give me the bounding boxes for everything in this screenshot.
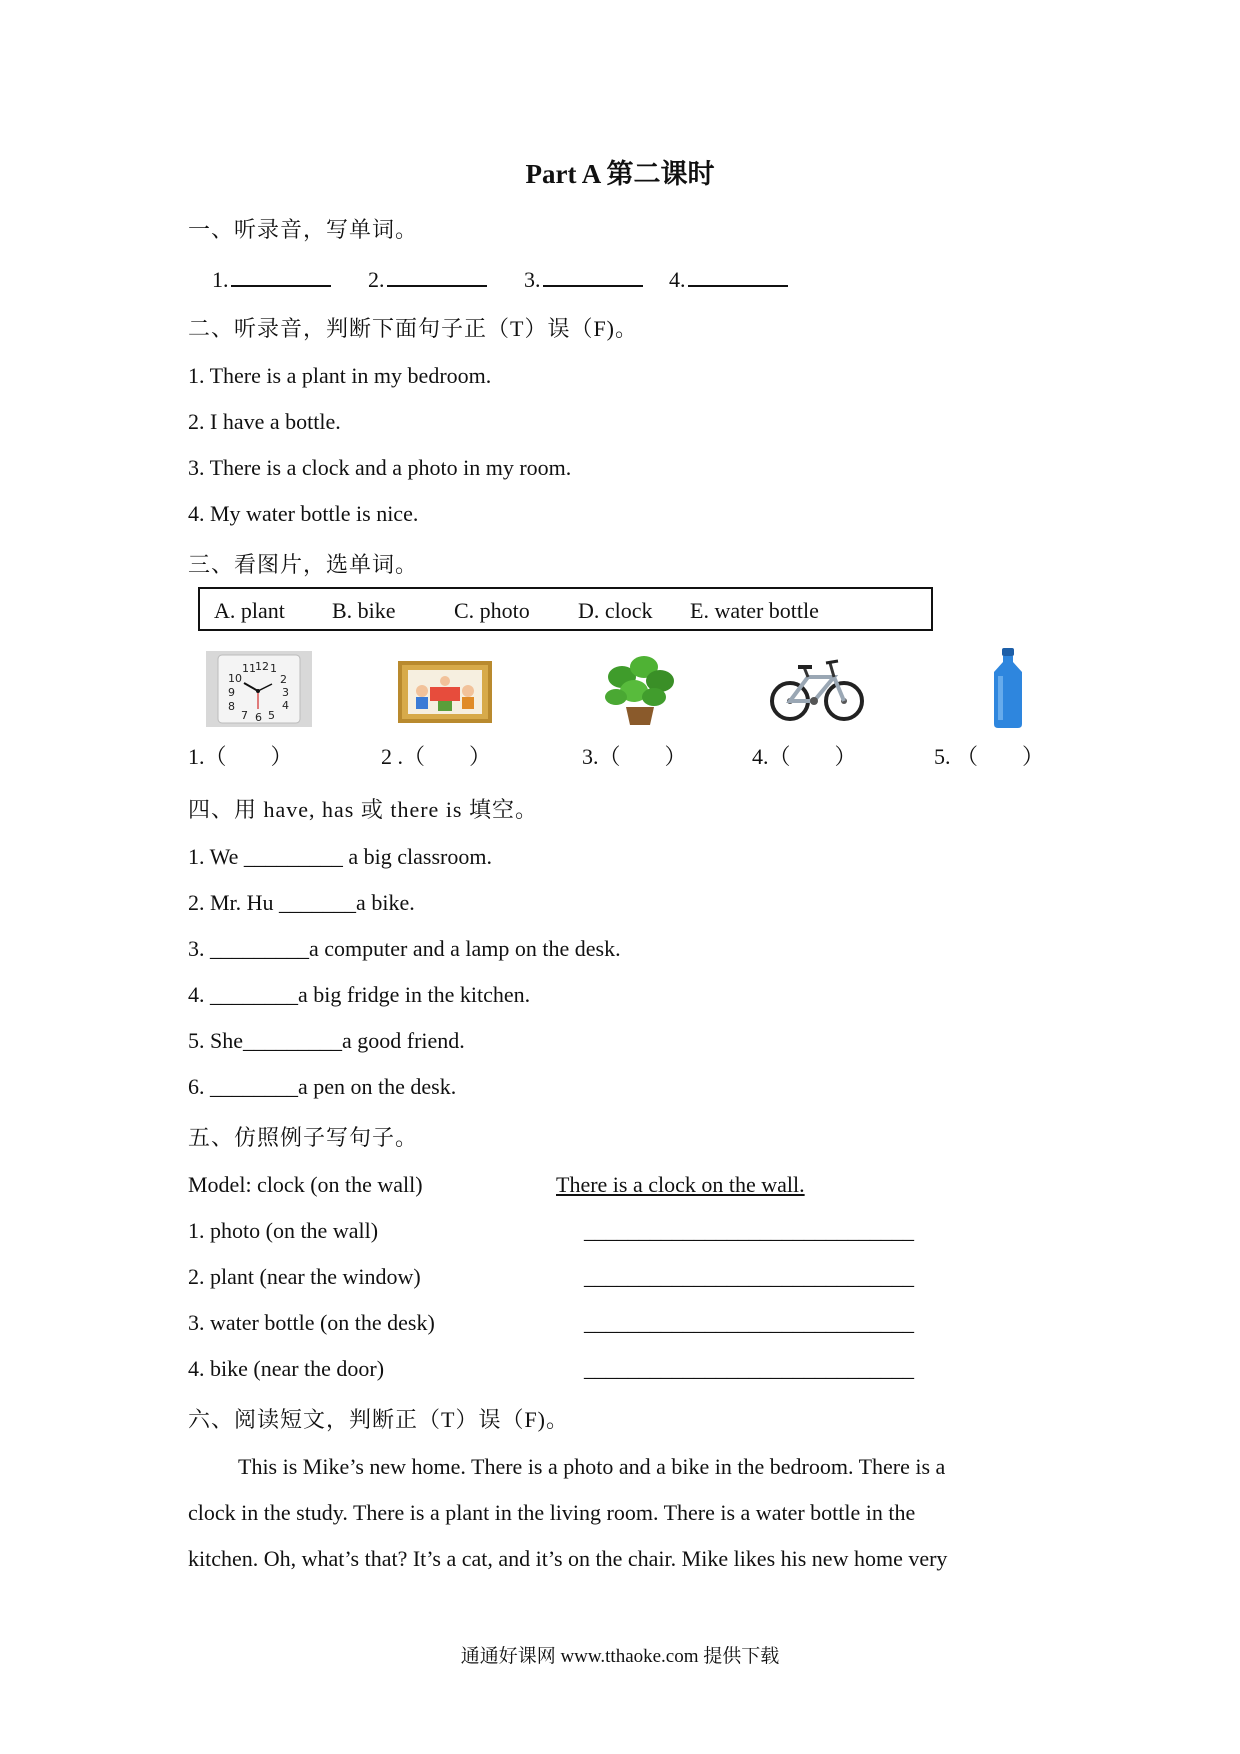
clock-numeral: 5 <box>268 709 275 722</box>
clock-numeral: 12 <box>255 660 269 673</box>
clock-icon <box>206 651 312 727</box>
answer-blank <box>543 265 643 287</box>
page-title: Part A 第二课时 <box>525 159 715 189</box>
fill-sentence-6: 6. ________a pen on the desk. <box>188 1074 457 1099</box>
clock-numeral: 9 <box>228 686 235 699</box>
write-item-4: 4. bike (near the door) <box>188 1356 385 1381</box>
plant-icon <box>600 651 680 727</box>
clock-numeral: 2 <box>280 673 287 686</box>
clock-numeral: 10 <box>228 672 242 685</box>
write-item-3: 3. water bottle (on the desk) <box>188 1310 435 1335</box>
section6-heading: 六、阅读短文，判断正（T）误（F)。 <box>188 1407 570 1432</box>
section1-heading: 一、听录音，写单词。 <box>188 217 419 242</box>
reading-line-1: This is Mike’s new home. There is a photo and a bike in the bedroom. There is a <box>238 1454 946 1479</box>
section2-heading: 二、听录音，判断下面句子正（T）误（F)。 <box>188 316 639 341</box>
write-line-3: ______________________________ <box>584 1310 914 1335</box>
write-item-2: 2. plant (near the window) <box>188 1264 421 1289</box>
model-answer: There is a clock on the wall. <box>556 1172 805 1197</box>
clock-numeral: 4 <box>282 699 289 712</box>
fill-sentence-3: 3. _________a computer and a lamp on the desk. <box>188 936 621 961</box>
clock-numeral: 11 <box>242 662 256 675</box>
blank-item-3: 3. <box>524 265 643 293</box>
clock-numeral: 8 <box>228 700 235 713</box>
option-d: D. clock <box>578 598 653 623</box>
option-a: A. plant <box>214 598 285 623</box>
answer-blank <box>387 265 487 287</box>
fill-sentence-5: 5. She_________a good friend. <box>188 1028 465 1053</box>
clock-numeral: 1 <box>270 662 277 675</box>
write-line-4: ______________________________ <box>584 1356 914 1381</box>
tf-sentence-2: 2. I have a bottle. <box>188 409 341 434</box>
write-line-2: ______________________________ <box>584 1264 914 1289</box>
answer-blank <box>231 265 331 287</box>
answer-paren-3: 3.（ ） <box>582 744 687 769</box>
photo-icon <box>398 661 492 723</box>
clock-numeral: 6 <box>255 711 262 724</box>
answer-paren-1: 1.（ ） <box>188 744 293 769</box>
fill-sentence-2: 2. Mr. Hu _______a bike. <box>188 890 415 915</box>
blank-item-1: 1. <box>212 265 331 293</box>
answer-paren-5: 5. （ ） <box>934 744 1045 769</box>
footer-watermark: 通通好课网 www.tthaoke.com 提供下载 <box>460 1646 780 1667</box>
answer-paren-2: 2 .（ ） <box>381 744 492 769</box>
model-prompt: Model: clock (on the wall) <box>188 1172 423 1197</box>
blank-item-4: 4. <box>669 265 788 293</box>
fill-sentence-4: 4. ________a big fridge in the kitchen. <box>188 982 531 1007</box>
answer-paren-4: 4.（ ） <box>752 744 857 769</box>
water-bottle-icon <box>988 648 1028 728</box>
option-b: B. bike <box>332 598 396 623</box>
word-options-box <box>198 587 933 631</box>
tf-sentence-4: 4. My water bottle is nice. <box>188 501 419 526</box>
section5-heading: 五、仿照例子写句子。 <box>188 1125 419 1150</box>
write-item-1: 1. photo (on the wall) <box>188 1218 379 1243</box>
reading-line-3: kitchen. Oh, what’s that? It’s a cat, and it’s on the chair. Mike likes his new home very <box>188 1546 948 1571</box>
tf-sentence-3: 3. There is a clock and a photo in my room. <box>188 455 572 480</box>
section4-heading: 四、用 have, has 或 there is 填空。 <box>188 797 538 822</box>
option-e: E. water bottle <box>690 598 819 623</box>
answer-blank <box>688 265 788 287</box>
clock-numeral: 7 <box>241 709 248 722</box>
option-c: C. photo <box>454 598 530 623</box>
fill-sentence-1: 1. We _________ a big classroom. <box>188 844 492 869</box>
bike-icon <box>768 651 866 727</box>
blank-item-2: 2. <box>368 265 487 293</box>
tf-sentence-1: 1. There is a plant in my bedroom. <box>188 363 492 388</box>
clock-numeral: 3 <box>282 686 289 699</box>
section3-heading: 三、看图片，选单词。 <box>188 552 419 577</box>
write-line-1: ______________________________ <box>584 1218 914 1243</box>
reading-line-2: clock in the study. There is a plant in the living room. There is a water bottle in the <box>188 1500 916 1525</box>
